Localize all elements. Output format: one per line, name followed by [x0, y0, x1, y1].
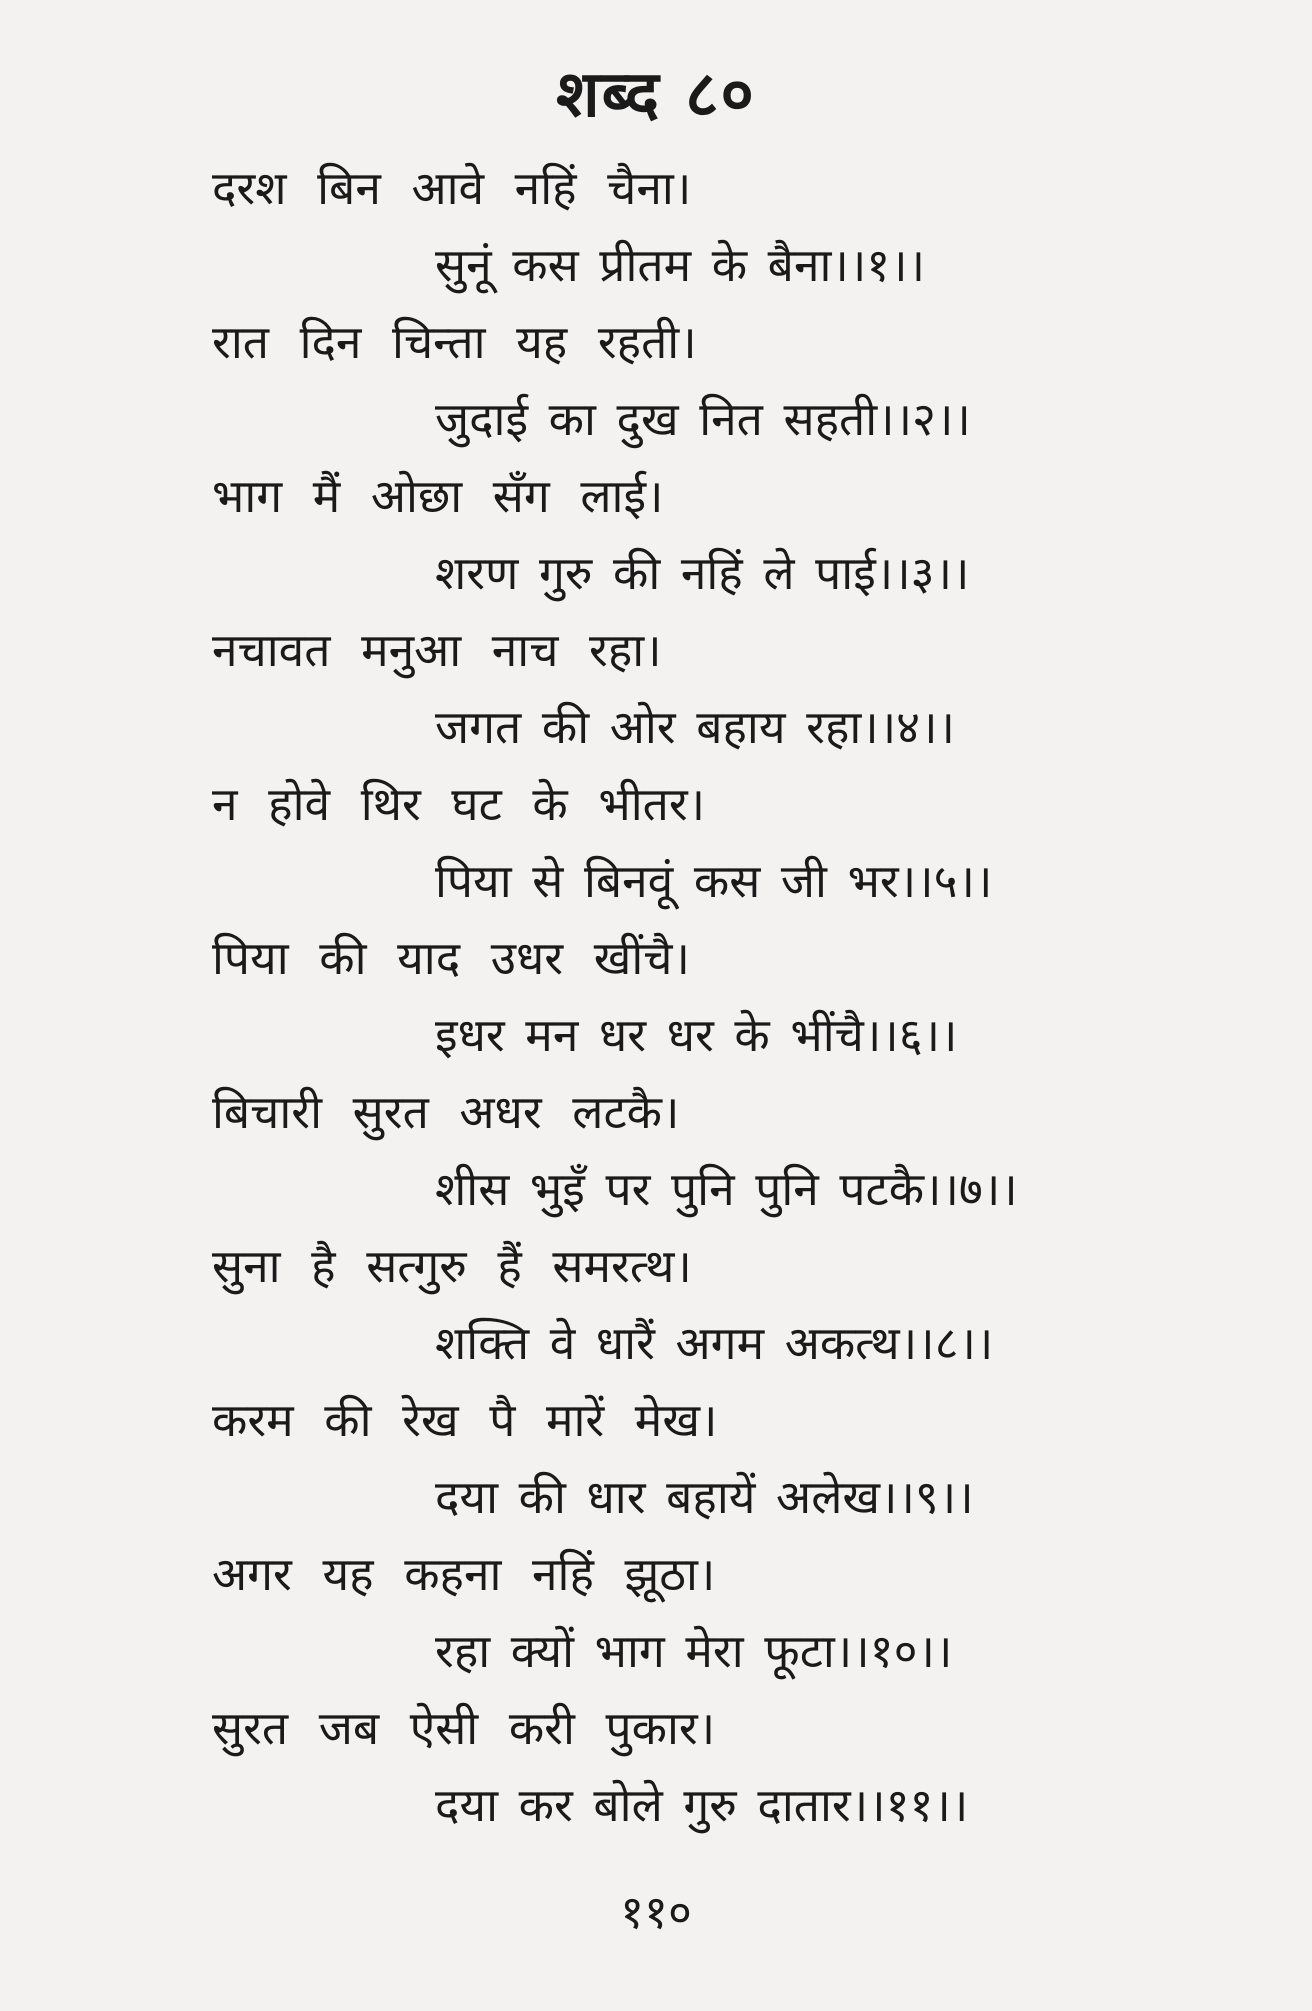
verse-line-second: शरण गुरु की नहिं ले पाई।।३।। [435, 546, 970, 600]
verse-line-first: बिचारी सुरत अधर लटकै। [212, 1085, 680, 1139]
verse-line-first: सुरत जब ऐसी करी पुकार। [212, 1701, 716, 1755]
verse-line-first: भाग मैं ओछा सँग लाई। [212, 469, 664, 523]
verse-line-second: शक्ति वे धारैं अगम अकत्थ।।८।। [435, 1316, 994, 1370]
verse-line-second: जुदाई का दुख नित सहती।।२।। [435, 392, 971, 446]
verse-line-second: शीस भुइँ पर पुनि पुनि पटकै।।७।। [435, 1162, 1018, 1216]
verse-line-second: इधर मन धर धर के भींचै।।६।। [435, 1008, 958, 1062]
verse-line-second: रहा क्यों भाग मेरा फूटा।।१०।। [435, 1624, 953, 1678]
page-number: ११० [620, 1885, 692, 1939]
verse-line-first: नचावत मनुआ नाच रहा। [212, 623, 662, 677]
verse-line-second: दया कर बोले गुरु दातार।।११।। [435, 1778, 969, 1832]
verse-line-second: दया की धार बहायें अलेख।।९।। [435, 1470, 974, 1524]
verse-line-first: न होवे थिर घट के भीतर। [212, 777, 706, 831]
verse-line-second: पिया से बिनवूं कस जी भर।।५।। [435, 854, 993, 908]
verse-line-first: अगर यह कहना नहिं झूठा। [212, 1547, 716, 1601]
verse-line-second: जगत की ओर बहाय रहा।।४।। [435, 700, 955, 754]
verse-line-first: सुना है सत्गुरु हैं समरत्थ। [212, 1239, 692, 1293]
page-title: शब्द ८० [556, 58, 756, 132]
verse-line-first: पिया की याद उधर खींचै। [212, 931, 690, 985]
verse-line-first: दरश बिन आवे नहिं चैना। [212, 161, 692, 215]
verse-line-first: करम की रेख पै मारें मेख। [212, 1393, 718, 1447]
verse-line-first: रात दिन चिन्ता यह रहती। [212, 315, 697, 369]
verse-line-second: सुनूं कस प्रीतम के बैना।।१।। [435, 238, 926, 292]
